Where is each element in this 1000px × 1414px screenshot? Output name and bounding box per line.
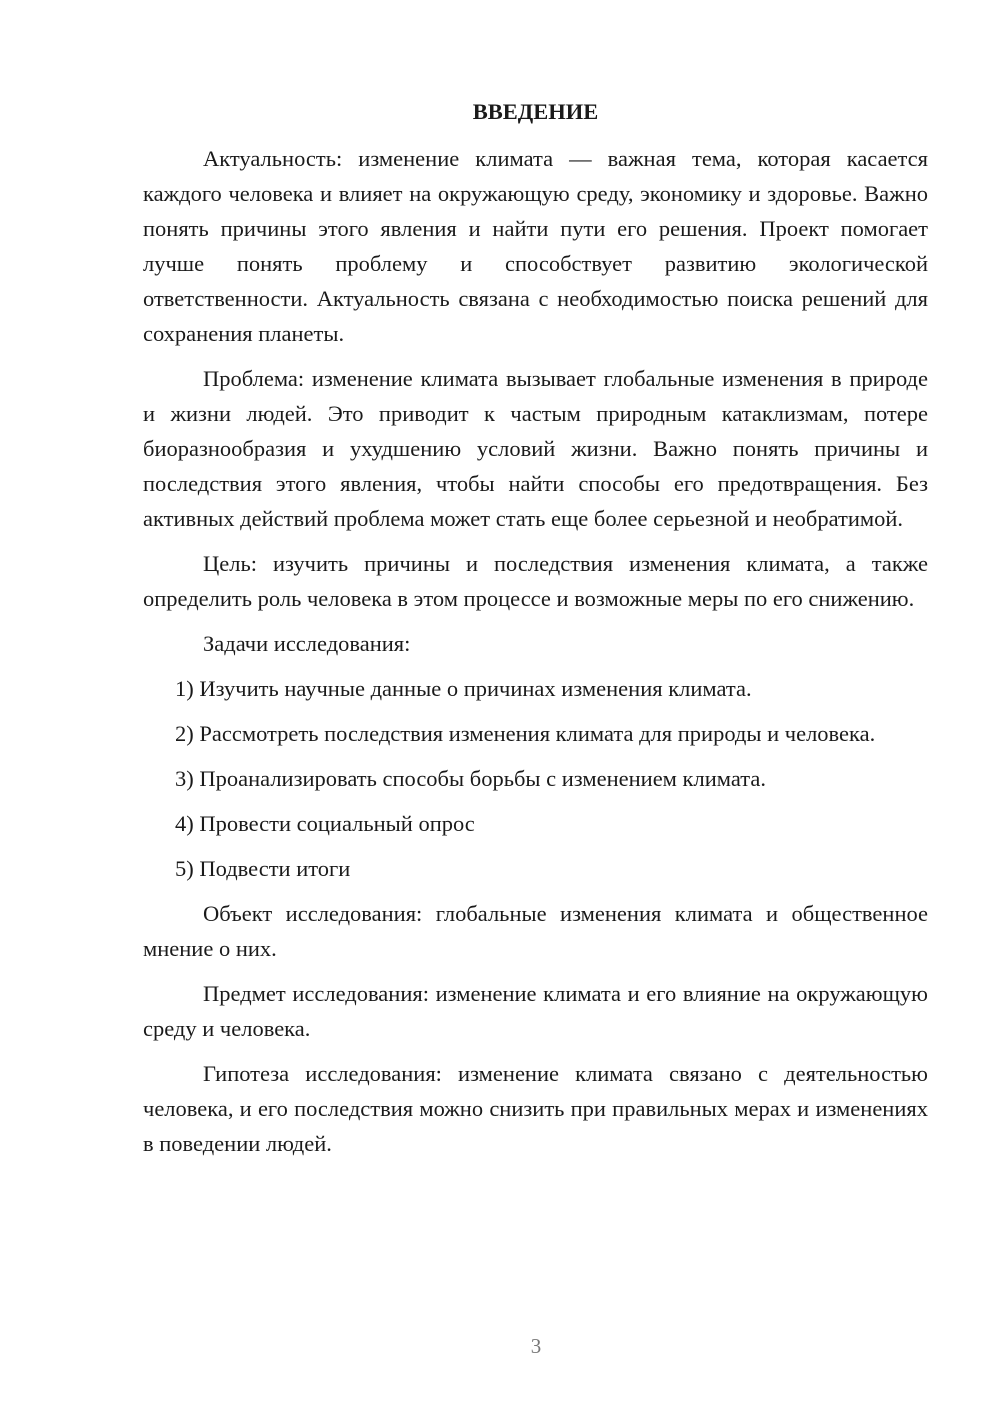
list-item: 1) Изучить научные данные о причинах изменения климата.: [175, 676, 752, 701]
paragraph-goal: Цель: изучить причины и последствия изменения климата, а также определить роль человека в этом процессе и возможные меры по его снижению.: [143, 551, 928, 611]
page-number: 3: [530, 1334, 542, 1358]
list-item: 5) Подвести итоги: [175, 856, 351, 881]
tasks-heading: Задачи исследования:: [203, 631, 411, 656]
paragraph-relevance: Актуальность: изменение климата — важная тема, которая касается каждого человека и влияет на окружающую среду, экономику и здоровье. Важно понять причины этого явления и найти пути его решения. Проект помогает лучше понять проблему и способствует развитию экологической ответственности. Актуальность связана с необходимостью поиска решений для сохранения планеты.: [143, 146, 928, 346]
list-item: 4) Провести социальный опрос: [175, 811, 475, 836]
document-body: [143, 94, 928, 1161]
paragraph-problem: Проблема: изменение климата вызывает глобальные изменения в природе и жизни людей. Это приводит к частым природным катаклизмам, потере биоразнообразия и ухудшению условий жизни. Важно понять причины и последствия этого явления, чтобы найти способы его предотвращения. Без активных действий проблема может стать еще более серьезной и необратимой.: [143, 366, 928, 531]
list-item: 2) Рассмотреть последствия изменения климата для природы и человека.: [175, 721, 876, 746]
section-title: ВВЕДЕНИЕ: [472, 99, 599, 124]
list-item: 3) Проанализировать способы борьбы с изменением климата.: [175, 766, 766, 791]
paragraph-object: Объект исследования: глобальные изменения климата и общественное мнение о них.: [143, 901, 928, 961]
tasks-list: [143, 671, 928, 886]
paragraph-subject: Предмет исследования: изменение климата и его влияние на окружающую среду и человека.: [143, 981, 928, 1041]
paragraph-hypothesis: Гипотеза исследования: изменение климата связано с деятельностью человека, и его последствия можно снизить при правильных мерах и изменениях в поведении людей.: [143, 1061, 928, 1156]
